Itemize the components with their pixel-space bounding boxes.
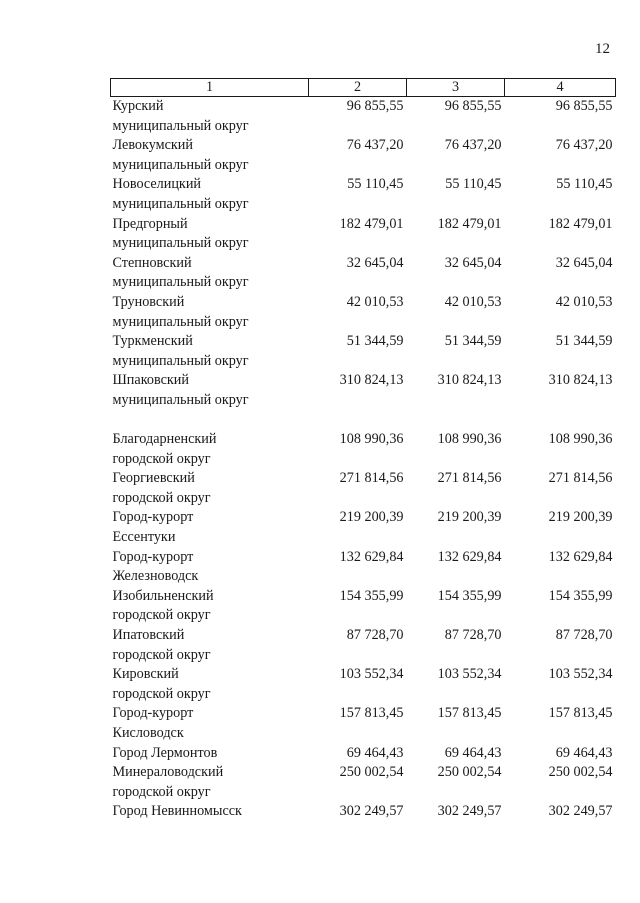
municipality-name-line-2: городской округ [112,685,211,702]
value-col-4: 51 344,59 [555,333,613,350]
municipality-name-line-1: Ипатовский [112,627,185,644]
value-col-3: 96 855,55 [444,98,502,114]
value-col-3: 32 645,04 [444,254,502,271]
municipality-name [111,508,309,547]
municipality-name [111,332,309,371]
value-col-3: 108 990,36 [437,431,502,448]
municipality-name-line-1: Изобильненский [112,587,214,604]
municipality-name [111,293,309,332]
municipality-name [111,626,309,665]
value-col-4: 132 629,84 [548,548,613,565]
value-col-3: 157 813,45 [437,705,502,722]
value-col-4: 310 824,13 [548,372,613,389]
municipality-name-line-2: муниципальный округ [112,313,249,330]
value-col-2: 42 010,53 [346,293,404,310]
municipality-name-line-2: Железноводск [112,568,199,585]
value-col-3: 103 552,34 [437,666,502,683]
table-body [111,97,616,822]
municipality-name-line-1: Предгорный [112,215,188,232]
value-col-3: 154 355,99 [437,587,502,604]
municipality-name-line-2: муниципальный округ [112,156,249,173]
value-col-2: 157 813,45 [339,705,404,722]
table-row [111,430,616,469]
value-col-4: 103 552,34 [548,666,613,683]
value-col-4: 250 002,54 [548,764,613,781]
municipality-name-line-1: Левокумский [112,137,193,154]
value-col-4: 182 479,01 [548,215,613,232]
municipality-name-line-1: Георгиевский [112,470,195,487]
municipality-name-line-2: муниципальный округ [112,352,249,369]
municipality-name-line-1: Курский [112,98,164,114]
value-col-4: 108 990,36 [548,431,613,448]
table-row [111,97,616,137]
value-col-2: 69 464,43 [346,744,404,761]
value-col-2: 51 344,59 [346,333,404,350]
table-row [111,215,616,254]
table-row [111,744,616,764]
municipality-name-line-2: городской округ [112,646,211,663]
page-number: 12 [595,41,610,57]
municipality-name [111,469,309,508]
value-col-2: 310 824,13 [339,372,404,389]
table-row [111,587,616,626]
value-col-3: 310 824,13 [437,372,502,389]
municipality-name-line-1: Город Невинномысск [112,803,242,820]
municipality-name [111,802,309,822]
value-col-4: 55 110,45 [556,176,613,193]
value-col-2: 132 629,84 [339,548,404,565]
municipality-name [111,430,309,469]
municipality-name-line-1: Благодарненский [112,431,217,448]
municipality-name [111,175,309,214]
value-col-2: 32 645,04 [346,254,404,271]
municipality-name-line-2: муниципальный округ [112,235,249,252]
municipality-name [111,744,309,764]
table-row [111,136,616,175]
municipality-name [111,254,309,293]
value-col-3: 271 814,56 [437,470,502,487]
municipality-name-line-2: городской округ [112,489,211,506]
municipality-name-line-1: Город-курорт [112,509,194,526]
municipality-name-line-1: Труновский [112,293,185,310]
value-col-3: 250 002,54 [437,764,502,781]
value-col-2: 87 728,70 [346,627,404,644]
municipality-name-line-1: Шпаковский [112,372,189,389]
value-col-2: 250 002,54 [339,764,404,781]
municipality-name [111,587,309,626]
value-col-4: 271 814,56 [548,470,613,487]
municipality-name [111,548,309,587]
municipality-name [111,97,309,137]
municipality-name-line-1: Кировский [112,666,179,683]
value-col-2: 108 990,36 [339,431,404,448]
value-col-2: 76 437,20 [346,137,404,154]
value-col-4: 154 355,99 [548,587,613,604]
municipality-name [111,215,309,254]
value-col-4: 302 249,57 [548,803,613,820]
table-row [111,626,616,665]
header-col-2: 2 [309,79,407,97]
municipality-name-line-2: Кисловодск [112,725,184,741]
table-row [111,469,616,508]
municipality-name-line-2: городской округ [112,783,211,800]
value-col-2: 271 814,56 [339,470,404,487]
value-col-3: 69 464,43 [444,744,502,761]
header-col-1: 1 [111,79,309,97]
header-col-3: 3 [407,79,505,97]
value-col-4: 76 437,20 [555,137,613,154]
value-col-2: 182 479,01 [339,215,404,232]
value-col-3: 87 728,70 [444,627,502,644]
table-row [111,508,616,547]
table-row [111,763,616,802]
municipality-name-line-2: городской округ [112,450,211,467]
budget-table [110,78,616,822]
value-col-3: 219 200,39 [437,509,502,526]
value-col-4: 157 813,45 [548,705,613,722]
value-col-2: 103 552,34 [339,666,404,683]
municipality-name-line-1: Степновский [112,254,192,271]
municipality-name [111,763,309,802]
table-spacer-row [111,411,616,431]
value-col-3: 76 437,20 [444,137,502,154]
municipality-name [111,136,309,175]
table-header [111,79,616,97]
municipality-name-line-1: Город Лермонтов [112,744,218,761]
table-row [111,665,616,704]
value-col-2: 154 355,99 [339,587,404,604]
municipality-name [111,665,309,704]
municipality-name-line-2: муниципальный округ [112,274,249,291]
value-col-4: 69 464,43 [555,744,613,761]
table-row [111,332,616,371]
value-col-4: 87 728,70 [555,627,613,644]
municipality-name-line-1: Туркменский [112,333,193,350]
value-col-3: 132 629,84 [437,548,502,565]
municipality-name-line-2: муниципальный округ [112,391,249,408]
table-row [111,548,616,587]
value-col-4: 42 010,53 [555,293,613,310]
municipality-name [111,704,309,743]
value-col-3: 302 249,57 [437,803,502,820]
value-col-3: 42 010,53 [444,293,502,310]
value-col-2: 302 249,57 [339,803,404,820]
municipality-name-line-1: Город-курорт [112,548,194,565]
value-col-3: 182 479,01 [437,215,502,232]
value-col-2: 219 200,39 [339,509,404,526]
table-row [111,371,616,410]
table-row [111,175,616,214]
table-row [111,254,616,293]
header-row [111,79,616,97]
spacer-cell [111,411,616,431]
municipality-name-line-1: Новоселицкий [112,176,201,193]
value-col-3: 55 110,45 [445,176,502,193]
value-col-2: 55 110,45 [347,176,404,193]
value-col-4: 219 200,39 [548,509,613,526]
municipality-name [111,371,309,410]
value-col-2: 96 855,55 [346,98,404,114]
table-row [111,293,616,332]
municipality-name-line-2: Ессентуки [112,529,176,546]
municipality-name-line-2: муниципальный округ [112,195,249,212]
header-col-4: 4 [505,79,616,97]
table-row [111,704,616,743]
value-col-4: 96 855,55 [555,98,613,114]
value-col-4: 32 645,04 [555,254,613,271]
table-row [111,802,616,822]
value-col-3: 51 344,59 [444,333,502,350]
municipality-name-line-1: Город-курорт [112,705,194,722]
municipality-name-line-1: Минераловодский [112,764,224,781]
municipality-name-line-2: муниципальный округ [112,117,249,134]
municipality-name-line-2: городской округ [112,607,211,624]
